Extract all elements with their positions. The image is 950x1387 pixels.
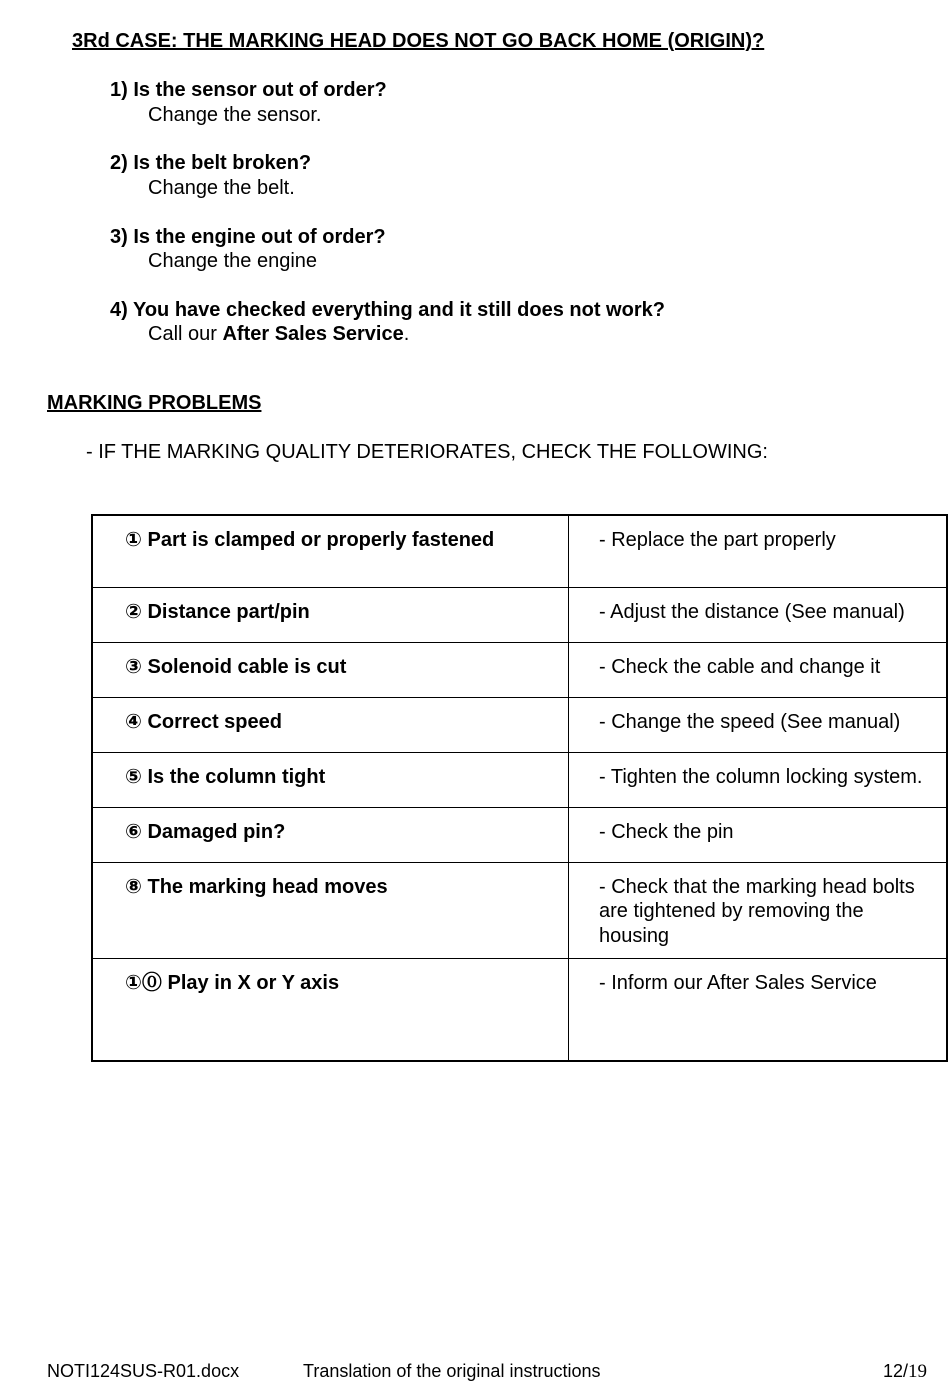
table-cell-cause: ⑤ Is the column tight: [92, 752, 569, 807]
table-cell-cause: ③ Solenoid cable is cut: [92, 642, 569, 697]
table-cell-cause: ⑥ Damaged pin?: [92, 807, 569, 862]
case3-question-1: 1) Is the sensor out of order?: [110, 79, 387, 101]
table-cell-remedy: - Adjust the distance (See manual): [569, 587, 948, 642]
case3-answer-4: [148, 322, 409, 346]
footer-note: Translation of the original instructions: [303, 1361, 601, 1381]
table-row: [92, 807, 947, 862]
table-cell-remedy: - Check that the marking head bolts are tightened by removing the housing: [569, 862, 948, 959]
table-cell-cause: ⑧ The marking head moves: [92, 862, 569, 959]
table-row: [92, 959, 947, 1061]
case3-question-2: 2) Is the belt broken?: [110, 152, 312, 174]
page-total: 19: [908, 1361, 928, 1382]
table-row: [92, 515, 947, 587]
table-row: [92, 752, 947, 807]
case3-question-4: 4) You have checked everything and it still does not work?: [110, 299, 665, 321]
table-cell-remedy: - Check the cable and change it: [569, 642, 948, 697]
footer-filename: NOTI124SUS-R01.docx: [47, 1361, 240, 1381]
marking-problems-table: [91, 514, 948, 1062]
table-row: [92, 587, 947, 642]
case3-answer-4-prefix: Call our: [148, 323, 223, 345]
case3-answer-4-suffix: .: [403, 323, 410, 345]
page-current: 12/: [883, 1361, 909, 1381]
table-cell-cause: ①⓪ Play in X or Y axis: [92, 959, 569, 1061]
case3-answer-2: Change the belt.: [148, 177, 295, 199]
table-cell-remedy: - Inform our After Sales Service: [569, 959, 948, 1061]
table-cell-remedy: - Tighten the column locking system.: [569, 752, 948, 807]
table-row: [92, 862, 947, 959]
table-cell-cause: ② Distance part/pin: [92, 587, 569, 642]
table-cell-remedy: - Replace the part properly: [569, 515, 948, 587]
page-number: [883, 1360, 927, 1383]
marking-problems-heading: MARKING PROBLEMS: [47, 392, 262, 414]
case3-heading: 3Rd CASE: THE MARKING HEAD DOES NOT GO BACK HOME (ORIGIN)?: [72, 30, 765, 52]
table-cell-cause: ① Part is clamped or properly fastened: [92, 515, 569, 587]
case3-answer-1: Change the sensor.: [148, 104, 322, 126]
table-row: [92, 642, 947, 697]
table-cell-cause: ④ Correct speed: [92, 697, 569, 752]
after-sales-service-text: After Sales Service: [222, 323, 404, 345]
case3-answer-3: Change the engine: [148, 250, 318, 272]
marking-problems-intro: - IF THE MARKING QUALITY DETERIORATES, CHECK THE FOLLOWING:: [86, 441, 768, 463]
case3-question-3: 3) Is the engine out of order?: [110, 226, 386, 248]
table-cell-remedy: - Change the speed (See manual): [569, 697, 948, 752]
table-row: [92, 697, 947, 752]
table-cell-remedy: - Check the pin: [569, 807, 948, 862]
